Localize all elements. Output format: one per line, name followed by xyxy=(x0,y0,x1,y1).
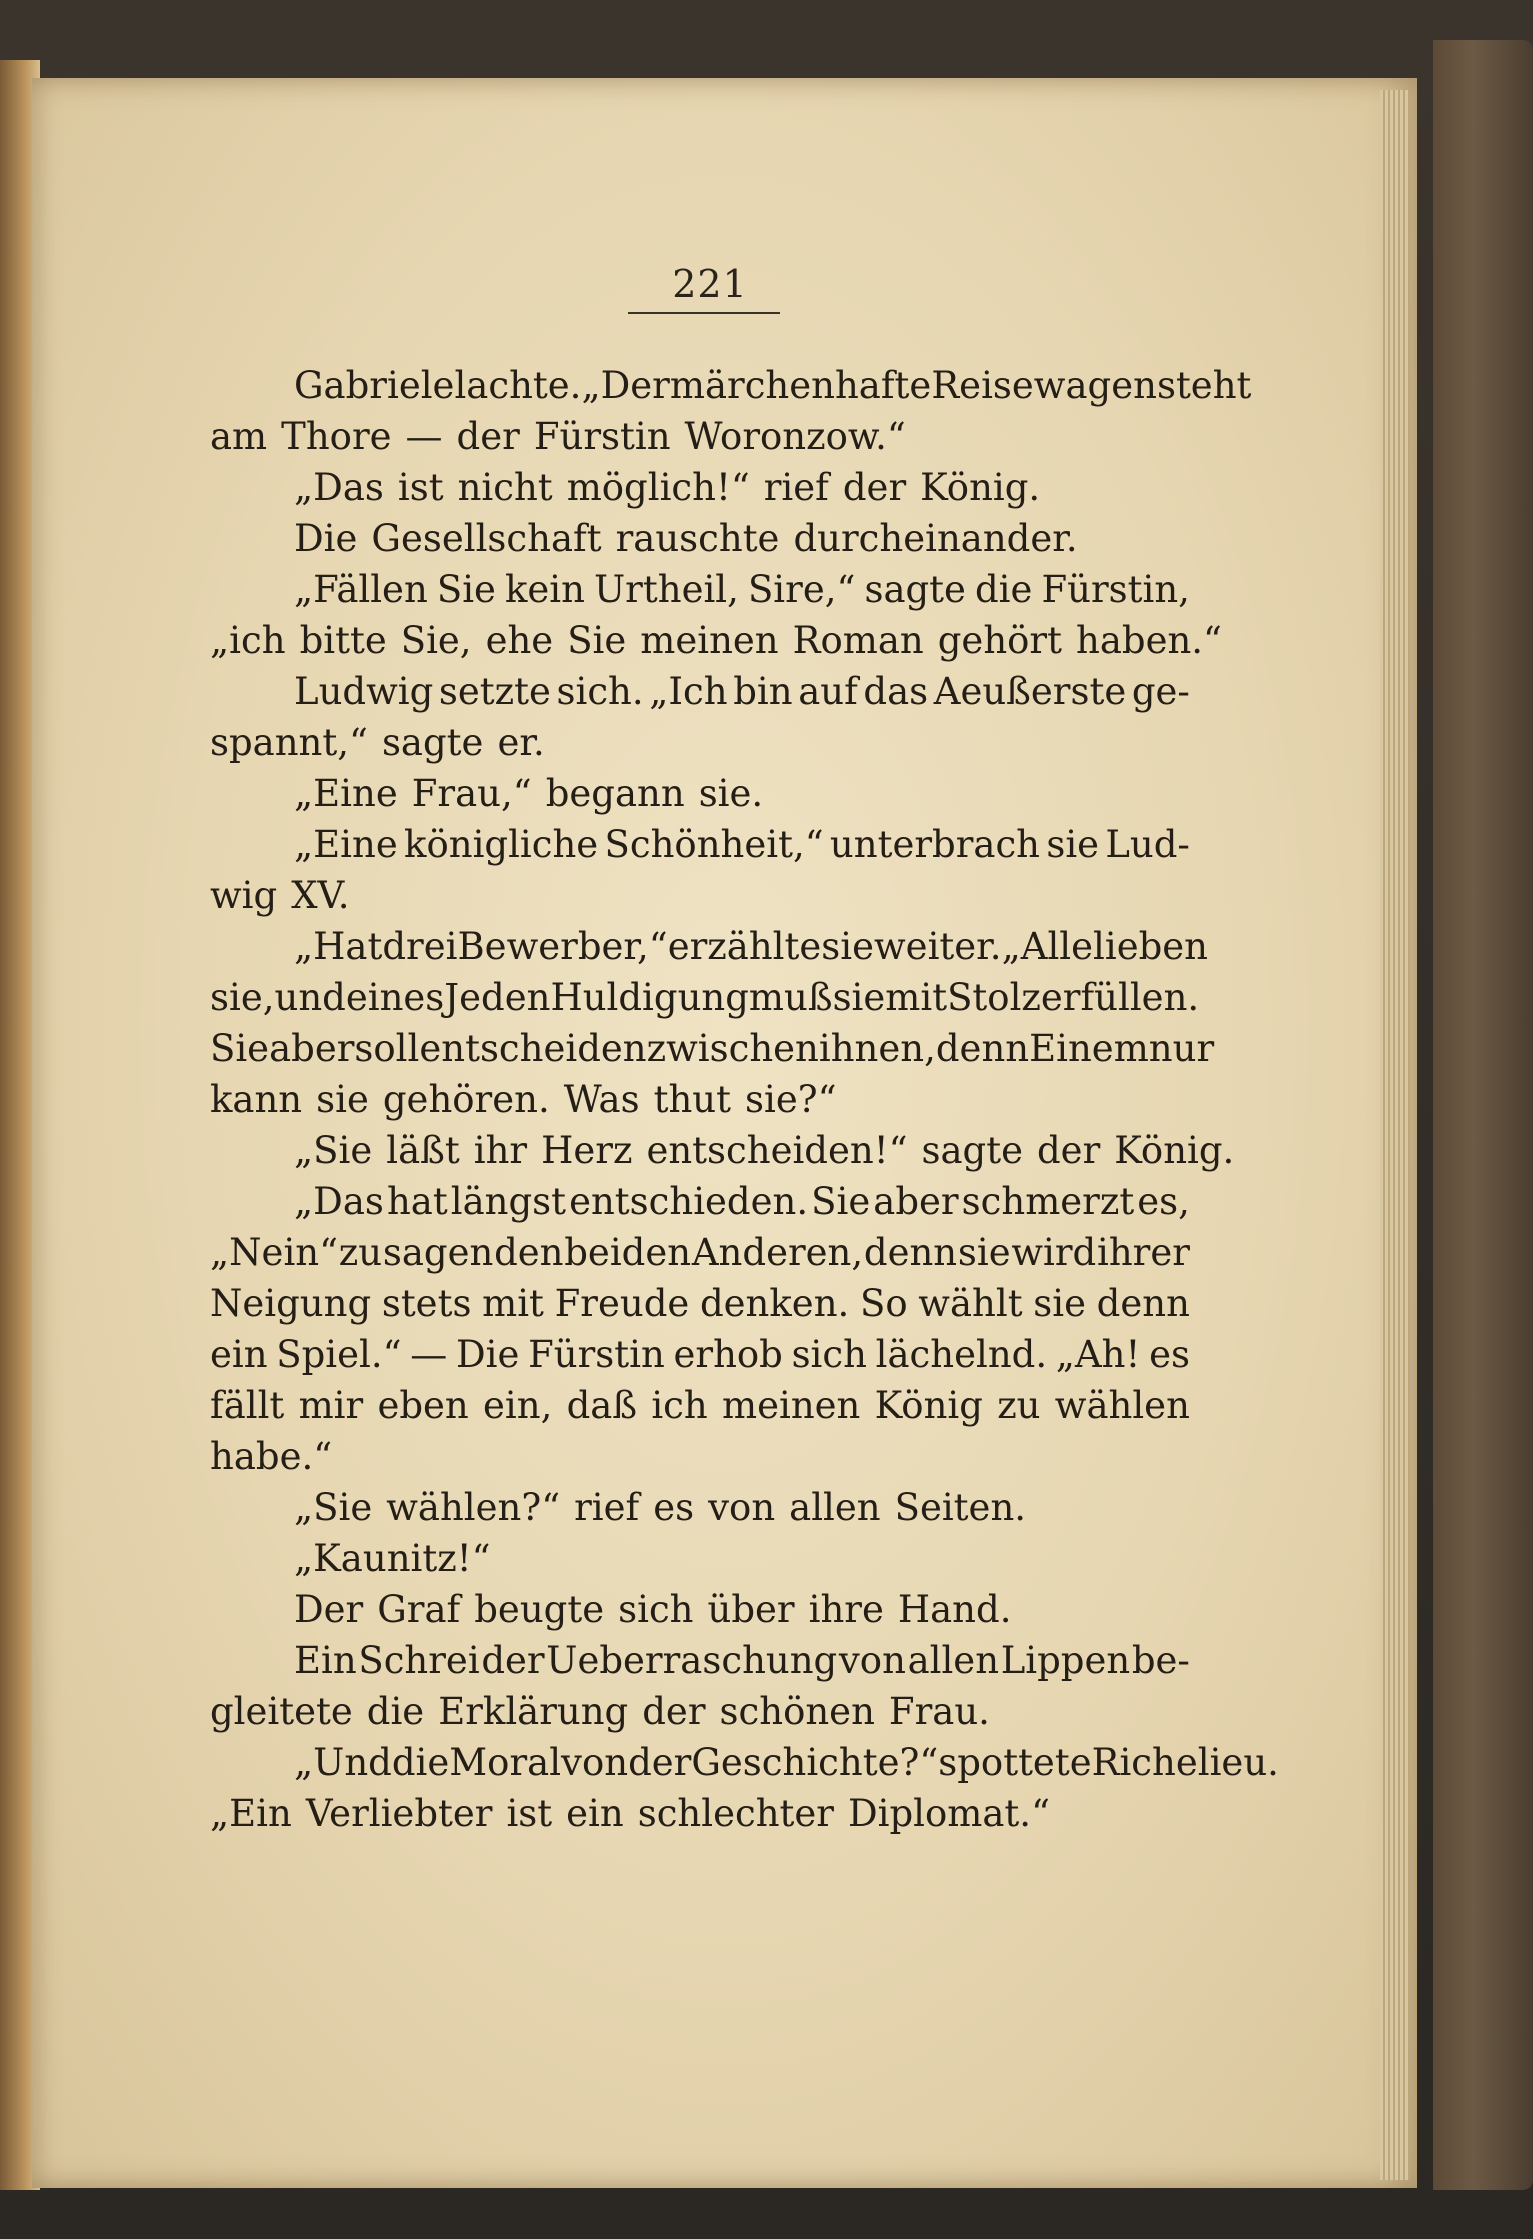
text-line: wig XV. xyxy=(210,874,350,917)
page-number: 221 xyxy=(672,262,748,306)
text-line: kann sie gehören. Was thut sie?“ xyxy=(210,1078,837,1121)
text-line: sie, und eines Jeden Huldigung muß sie mit Stolz erfüllen. xyxy=(210,976,1200,1019)
text-line: „Ein Verliebter ist ein schlechter Diplomat.“ xyxy=(210,1792,1050,1835)
text-line: „Und die Moral von der Geschichte?“ spottete Richelieu. xyxy=(294,1741,1279,1784)
text-line: fällt mir eben ein, daß ich meinen König zu wählen xyxy=(210,1384,1190,1427)
text-line: Ludwig setzte sich. „Ich bin auf das Aeußerste ge- xyxy=(294,670,1190,713)
body-text xyxy=(210,360,1279,1839)
text-line: ein Spiel.“ — Die Fürstin erhob sich lächelnd. „Ah! es xyxy=(210,1333,1190,1376)
text-line: spannt,“ sagte er. xyxy=(210,721,545,764)
text-line: „ich bitte Sie, ehe Sie meinen Roman gehört haben.“ xyxy=(210,619,1222,662)
text-line: am Thore — der Fürstin Woronzow.“ xyxy=(210,415,906,458)
text-line: „Nein“ zu sagen den beiden Anderen, denn sie wird ihrer xyxy=(210,1231,1190,1274)
text-line: Gabriele lachte. „Der märchenhafte Reisewagen steht xyxy=(294,364,1252,407)
text-line: „Eine königliche Schönheit,“ unterbrach sie Lud- xyxy=(294,823,1190,866)
text-line: „Sie wählen?“ rief es von allen Seiten. xyxy=(294,1486,1027,1529)
text-line: Der Graf beugte sich über ihre Hand. xyxy=(294,1588,1012,1631)
page-stack-edge xyxy=(1380,90,1410,2180)
text-line: „Sie läßt ihr Herz entscheiden!“ sagte der König. xyxy=(294,1129,1235,1172)
text-line: Ein Schrei der Ueberraschung von allen Lippen be- xyxy=(294,1639,1190,1682)
page-number-rule xyxy=(628,312,780,314)
text-line: „Kaunitz!“ xyxy=(294,1537,491,1580)
book-cover-edge xyxy=(1433,40,1533,2190)
text-line: „Das ist nicht möglich!“ rief der König. xyxy=(294,466,1041,509)
text-line: „Eine Frau,“ begann sie. xyxy=(294,772,764,815)
text-line: „Fällen Sie kein Urtheil, Sire,“ sagte die Fürstin, xyxy=(294,568,1190,611)
text-line: Die Gesellschaft rauschte durcheinander. xyxy=(294,517,1078,560)
text-line: „Das hat längst entschieden. Sie aber schmerzt es, xyxy=(294,1180,1190,1223)
text-line: Sie aber soll entscheiden zwischen ihnen, denn Einem nur xyxy=(210,1027,1215,1070)
text-line: gleitete die Erklärung der schönen Frau. xyxy=(210,1690,990,1733)
text-line: habe.“ xyxy=(210,1435,333,1478)
text-line: „Hat drei Bewerber,“ erzählte sie weiter. „Alle lieben xyxy=(294,925,1209,968)
text-line: Neigung stets mit Freude denken. So wählt sie denn xyxy=(210,1282,1190,1325)
